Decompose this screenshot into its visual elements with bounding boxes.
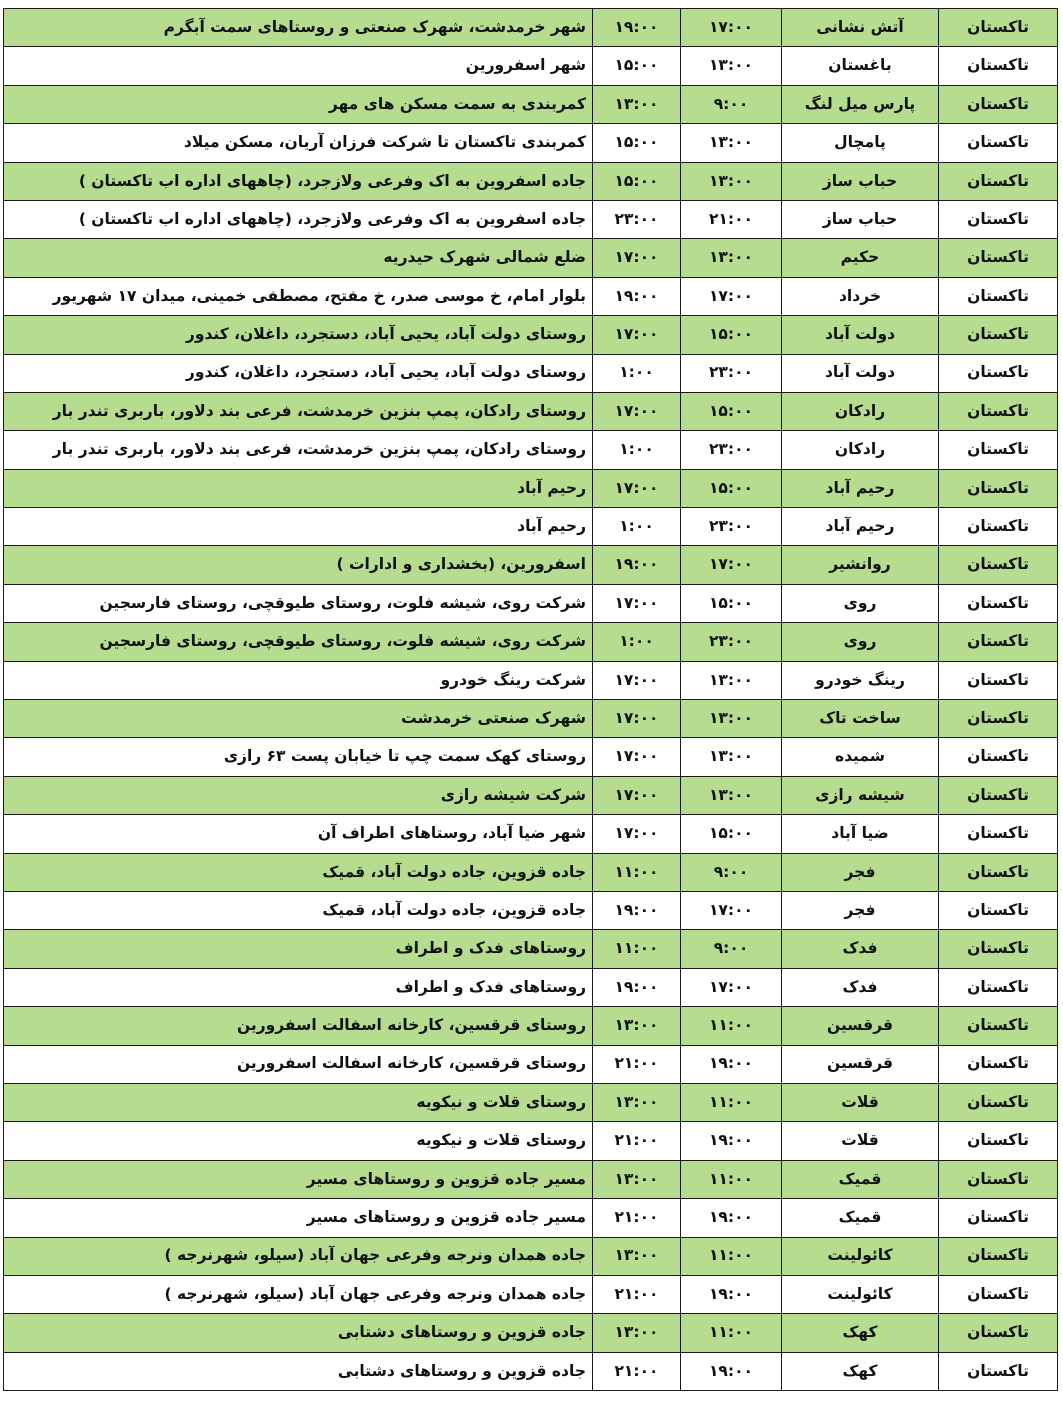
end-time-cell: ۱۷:۰۰ (593, 584, 681, 622)
city-cell: تاکستان (939, 1314, 1058, 1352)
zone-cell: کائولینت (782, 1275, 939, 1313)
area-cell: مسیر جاده قزوین و روستاهای مسیر (4, 1199, 593, 1237)
area-cell: روستای قلات و نیکویه (4, 1122, 593, 1160)
end-time-cell: ۱:۰۰ (593, 354, 681, 392)
end-time-cell: ۱۹:۰۰ (593, 9, 681, 47)
start-time-cell: ۱۷:۰۰ (681, 891, 782, 929)
start-time-cell: ۱۳:۰۰ (681, 700, 782, 738)
start-time-cell: ۱۷:۰۰ (681, 9, 782, 47)
table-row (4, 930, 1058, 968)
end-time-cell: ۱۳:۰۰ (593, 1160, 681, 1198)
city-cell: تاکستان (939, 200, 1058, 238)
end-time-cell: ۲۱:۰۰ (593, 1275, 681, 1313)
end-time-cell: ۱۳:۰۰ (593, 85, 681, 123)
table-row (4, 700, 1058, 738)
city-cell: تاکستان (939, 623, 1058, 661)
area-cell: روستای قرقسین، کارخانه اسفالت اسفرورین (4, 1007, 593, 1045)
zone-cell: خرداد (782, 277, 939, 315)
zone-cell: باغستان (782, 47, 939, 85)
area-cell: شهر خرمدشت، شهرک صنعتی و روستاهای سمت آبگرم (4, 9, 593, 47)
end-time-cell: ۱۷:۰۰ (593, 776, 681, 814)
end-time-cell: ۲۳:۰۰ (593, 200, 681, 238)
table-row (4, 738, 1058, 776)
end-time-cell: ۱۷:۰۰ (593, 700, 681, 738)
zone-cell: فجر (782, 853, 939, 891)
area-cell: روستای قرقسین، کارخانه اسفالت اسفرورین (4, 1045, 593, 1083)
city-cell: تاکستان (939, 815, 1058, 853)
end-time-cell: ۱۷:۰۰ (593, 738, 681, 776)
zone-cell: قلات (782, 1083, 939, 1121)
city-cell: تاکستان (939, 1122, 1058, 1160)
area-cell: بلوار امام، خ موسی صدر، خ مفتح، مصطفی خمینی، میدان ۱۷ شهریور (4, 277, 593, 315)
zone-cell: فدک (782, 930, 939, 968)
table-row (4, 85, 1058, 123)
zone-cell: رادکان (782, 392, 939, 430)
city-cell: تاکستان (939, 508, 1058, 546)
zone-cell: دولت آباد (782, 354, 939, 392)
end-time-cell: ۱۵:۰۰ (593, 162, 681, 200)
table-row (4, 1237, 1058, 1275)
end-time-cell: ۲۱:۰۰ (593, 1352, 681, 1390)
start-time-cell: ۱۹:۰۰ (681, 1045, 782, 1083)
end-time-cell: ۱۹:۰۰ (593, 546, 681, 584)
start-time-cell: ۱۱:۰۰ (681, 1160, 782, 1198)
area-cell: جاده همدان ونرجه وفرعی جهان آباد (سیلو، شهرنرجه ) (4, 1275, 593, 1313)
area-cell: جاده همدان ونرجه وفرعی جهان آباد (سیلو، شهرنرجه ) (4, 1237, 593, 1275)
area-cell: شهر ضیا آباد، روستاهای اطراف آن (4, 815, 593, 853)
city-cell: تاکستان (939, 930, 1058, 968)
table-row (4, 316, 1058, 354)
zone-cell: شیشه رازی (782, 776, 939, 814)
end-time-cell: ۱۵:۰۰ (593, 47, 681, 85)
start-time-cell: ۹:۰۰ (681, 853, 782, 891)
table-row (4, 1007, 1058, 1045)
city-cell: تاکستان (939, 392, 1058, 430)
zone-cell: رادکان (782, 431, 939, 469)
end-time-cell: ۱۳:۰۰ (593, 1007, 681, 1045)
start-time-cell: ۱۳:۰۰ (681, 738, 782, 776)
area-cell: کمربندی تاکستان تا شرکت فرزان آریان، مسکن میلاد (4, 124, 593, 162)
city-cell: تاکستان (939, 85, 1058, 123)
table-row (4, 162, 1058, 200)
city-cell: تاکستان (939, 1083, 1058, 1121)
end-time-cell: ۱۷:۰۰ (593, 469, 681, 507)
start-time-cell: ۲۳:۰۰ (681, 354, 782, 392)
zone-cell: قلات (782, 1122, 939, 1160)
area-cell: رحیم آباد (4, 508, 593, 546)
city-cell: تاکستان (939, 1199, 1058, 1237)
city-cell: تاکستان (939, 661, 1058, 699)
outage-schedule-sheet (3, 8, 1058, 1391)
area-cell: شرکت روی، شیشه فلوت، روستای طیوقچی، روستای فارسجین (4, 623, 593, 661)
schedule-body (4, 9, 1058, 1391)
zone-cell: قرقسین (782, 1045, 939, 1083)
start-time-cell: ۱۵:۰۰ (681, 584, 782, 622)
area-cell: جاده قزوین و روستاهای دشتابی (4, 1352, 593, 1390)
start-time-cell: ۱۳:۰۰ (681, 776, 782, 814)
area-cell: جاده قزوین، جاده دولت آباد، قمیک (4, 853, 593, 891)
table-row (4, 354, 1058, 392)
end-time-cell: ۱۱:۰۰ (593, 930, 681, 968)
end-time-cell: ۱۵:۰۰ (593, 124, 681, 162)
city-cell: تاکستان (939, 853, 1058, 891)
zone-cell: کهک (782, 1352, 939, 1390)
end-time-cell: ۱۳:۰۰ (593, 1237, 681, 1275)
end-time-cell: ۱۷:۰۰ (593, 316, 681, 354)
table-row (4, 1045, 1058, 1083)
zone-cell: رینگ خودرو (782, 661, 939, 699)
zone-cell: حکیم (782, 239, 939, 277)
city-cell: تاکستان (939, 47, 1058, 85)
end-time-cell: ۲۱:۰۰ (593, 1199, 681, 1237)
table-row (4, 815, 1058, 853)
start-time-cell: ۱۵:۰۰ (681, 469, 782, 507)
end-time-cell: ۱۷:۰۰ (593, 239, 681, 277)
start-time-cell: ۱۹:۰۰ (681, 1275, 782, 1313)
zone-cell: قمیک (782, 1199, 939, 1237)
city-cell: تاکستان (939, 9, 1058, 47)
start-time-cell: ۱۳:۰۰ (681, 661, 782, 699)
start-time-cell: ۱۱:۰۰ (681, 1083, 782, 1121)
end-time-cell: ۱:۰۰ (593, 623, 681, 661)
zone-cell: کهک (782, 1314, 939, 1352)
zone-cell: حباب ساز (782, 162, 939, 200)
start-time-cell: ۲۳:۰۰ (681, 431, 782, 469)
area-cell: روستای قلات و نیکویه (4, 1083, 593, 1121)
city-cell: تاکستان (939, 162, 1058, 200)
start-time-cell: ۱۳:۰۰ (681, 239, 782, 277)
table-row (4, 124, 1058, 162)
table-row (4, 1314, 1058, 1352)
area-cell: شرکت رینگ خودرو (4, 661, 593, 699)
start-time-cell: ۱۱:۰۰ (681, 1007, 782, 1045)
table-row (4, 968, 1058, 1006)
outage-schedule-table (3, 8, 1058, 1391)
table-row (4, 661, 1058, 699)
start-time-cell: ۱۵:۰۰ (681, 316, 782, 354)
start-time-cell: ۲۱:۰۰ (681, 200, 782, 238)
table-row (4, 546, 1058, 584)
city-cell: تاکستان (939, 354, 1058, 392)
start-time-cell: ۱۷:۰۰ (681, 546, 782, 584)
area-cell: روستای دولت آباد، یحیی آباد، دستجرد، داغلان، کندور (4, 316, 593, 354)
area-cell: روستای دولت آباد، یحیی آباد، دستجرد، داغلان، کندور (4, 354, 593, 392)
start-time-cell: ۱۱:۰۰ (681, 1237, 782, 1275)
end-time-cell: ۲۱:۰۰ (593, 1045, 681, 1083)
zone-cell: روانشیر (782, 546, 939, 584)
start-time-cell: ۱۹:۰۰ (681, 1122, 782, 1160)
area-cell: جاده قزوین، جاده دولت آباد، قمیک (4, 891, 593, 929)
area-cell: روستاهای فدک و اطراف (4, 968, 593, 1006)
start-time-cell: ۱۳:۰۰ (681, 47, 782, 85)
city-cell: تاکستان (939, 124, 1058, 162)
start-time-cell: ۹:۰۰ (681, 85, 782, 123)
city-cell: تاکستان (939, 1275, 1058, 1313)
area-cell: جاده اسفروین به اک وفرعی ولازجرد، (چاههای اداره اب تاکستان ) (4, 162, 593, 200)
table-row (4, 1160, 1058, 1198)
table-row (4, 277, 1058, 315)
area-cell: شرکت روی، شیشه فلوت، روستای طیوقچی، روستای فارسجین (4, 584, 593, 622)
area-cell: شهر اسفرورین (4, 47, 593, 85)
city-cell: تاکستان (939, 1160, 1058, 1198)
area-cell: جاده قزوین و روستاهای دشتابی (4, 1314, 593, 1352)
table-row (4, 1352, 1058, 1390)
zone-cell: دولت آباد (782, 316, 939, 354)
start-time-cell: ۱۳:۰۰ (681, 162, 782, 200)
table-row (4, 1083, 1058, 1121)
end-time-cell: ۱۱:۰۰ (593, 853, 681, 891)
end-time-cell: ۱۷:۰۰ (593, 392, 681, 430)
table-row (4, 392, 1058, 430)
zone-cell: رحیم آباد (782, 469, 939, 507)
zone-cell: پامچال (782, 124, 939, 162)
table-row (4, 239, 1058, 277)
start-time-cell: ۱۷:۰۰ (681, 968, 782, 1006)
city-cell: تاکستان (939, 316, 1058, 354)
end-time-cell: ۱۹:۰۰ (593, 968, 681, 1006)
zone-cell: روی (782, 623, 939, 661)
zone-cell: شمیده (782, 738, 939, 776)
start-time-cell: ۱۵:۰۰ (681, 815, 782, 853)
table-row (4, 1199, 1058, 1237)
city-cell: تاکستان (939, 700, 1058, 738)
end-time-cell: ۱۳:۰۰ (593, 1083, 681, 1121)
end-time-cell: ۲۱:۰۰ (593, 1122, 681, 1160)
table-row (4, 1122, 1058, 1160)
area-cell: روستای رادکان، پمپ بنزین خرمدشت، فرعی بند دلاور، باربری تندر بار (4, 392, 593, 430)
table-row (4, 1275, 1058, 1313)
table-row (4, 9, 1058, 47)
start-time-cell: ۲۳:۰۰ (681, 508, 782, 546)
start-time-cell: ۱۹:۰۰ (681, 1199, 782, 1237)
table-row (4, 431, 1058, 469)
area-cell: ضلع شمالی شهرک حیدریه (4, 239, 593, 277)
city-cell: تاکستان (939, 1045, 1058, 1083)
zone-cell: حباب ساز (782, 200, 939, 238)
area-cell: جاده اسفروین به اک وفرعی ولازجرد، (چاههای اداره اب تاکستان ) (4, 200, 593, 238)
start-time-cell: ۱۵:۰۰ (681, 392, 782, 430)
zone-cell: فدک (782, 968, 939, 1006)
zone-cell: پارس میل لنگ (782, 85, 939, 123)
end-time-cell: ۱۳:۰۰ (593, 1314, 681, 1352)
end-time-cell: ۱:۰۰ (593, 431, 681, 469)
end-time-cell: ۱۷:۰۰ (593, 661, 681, 699)
area-cell: شهرک صنعتی خرمدشت (4, 700, 593, 738)
zone-cell: روی (782, 584, 939, 622)
table-row (4, 469, 1058, 507)
zone-cell: کائولینت (782, 1237, 939, 1275)
zone-cell: ضیا آباد (782, 815, 939, 853)
zone-cell: قرقسین (782, 1007, 939, 1045)
area-cell: روستاهای فدک و اطراف (4, 930, 593, 968)
zone-cell: ساخت تاک (782, 700, 939, 738)
table-row (4, 508, 1058, 546)
zone-cell: فجر (782, 891, 939, 929)
city-cell: تاکستان (939, 546, 1058, 584)
zone-cell: رحیم آباد (782, 508, 939, 546)
city-cell: تاکستان (939, 277, 1058, 315)
start-time-cell: ۱۱:۰۰ (681, 1314, 782, 1352)
start-time-cell: ۱۳:۰۰ (681, 124, 782, 162)
city-cell: تاکستان (939, 469, 1058, 507)
start-time-cell: ۱۷:۰۰ (681, 277, 782, 315)
table-row (4, 623, 1058, 661)
city-cell: تاکستان (939, 968, 1058, 1006)
area-cell: مسیر جاده قزوین و روستاهای مسیر (4, 1160, 593, 1198)
table-row (4, 47, 1058, 85)
city-cell: تاکستان (939, 1352, 1058, 1390)
table-row (4, 853, 1058, 891)
zone-cell: قمیک (782, 1160, 939, 1198)
city-cell: تاکستان (939, 738, 1058, 776)
area-cell: روستای رادکان، پمپ بنزین خرمدشت، فرعی بند دلاور، باربری تندر بار (4, 431, 593, 469)
area-cell: رحیم آباد (4, 469, 593, 507)
area-cell: اسفرورین، (بخشداری و ادارات ) (4, 546, 593, 584)
end-time-cell: ۱۹:۰۰ (593, 277, 681, 315)
city-cell: تاکستان (939, 584, 1058, 622)
city-cell: تاکستان (939, 1007, 1058, 1045)
start-time-cell: ۹:۰۰ (681, 930, 782, 968)
table-row (4, 200, 1058, 238)
zone-cell: آتش نشانی (782, 9, 939, 47)
end-time-cell: ۱۷:۰۰ (593, 815, 681, 853)
start-time-cell: ۱۹:۰۰ (681, 1352, 782, 1390)
start-time-cell: ۲۳:۰۰ (681, 623, 782, 661)
area-cell: کمربندی به سمت مسکن های مهر (4, 85, 593, 123)
area-cell: روستای کهک سمت چپ تا خیابان پست ۶۳ رازی (4, 738, 593, 776)
city-cell: تاکستان (939, 776, 1058, 814)
end-time-cell: ۱:۰۰ (593, 508, 681, 546)
table-row (4, 776, 1058, 814)
city-cell: تاکستان (939, 1237, 1058, 1275)
city-cell: تاکستان (939, 431, 1058, 469)
city-cell: تاکستان (939, 891, 1058, 929)
table-row (4, 584, 1058, 622)
city-cell: تاکستان (939, 239, 1058, 277)
end-time-cell: ۱۹:۰۰ (593, 891, 681, 929)
table-row (4, 891, 1058, 929)
area-cell: شرکت شیشه رازی (4, 776, 593, 814)
